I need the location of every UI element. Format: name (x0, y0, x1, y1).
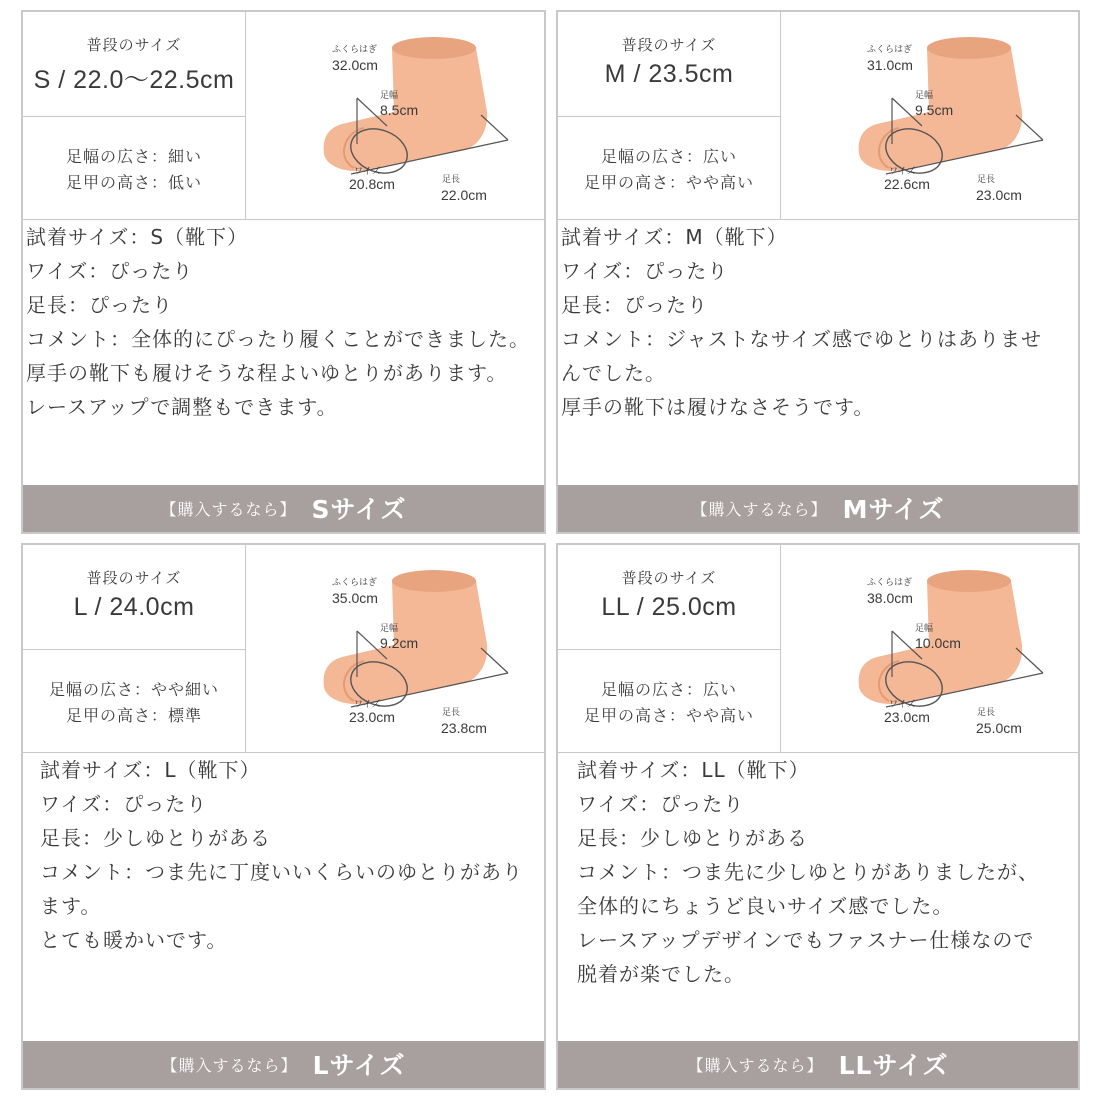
width-value: 23.0cm (349, 709, 395, 725)
comment-line: 厚手の靴下も履けそうな程よいゆとりがあります。 (26, 361, 508, 385)
usual-size-caption: 普段のサイズ (86, 569, 182, 587)
calf-value: 35.0cm (332, 590, 378, 606)
comment-line: 全体的にちょうど良いサイズ感でした。 (577, 894, 954, 918)
length-caption: 足長 (977, 707, 996, 717)
foot-instep-text: 足甲の高さ：やや高い (583, 173, 754, 192)
usual-size-value: S / 22.0〜22.5cm (33, 66, 235, 94)
usual-size-caption: 普段のサイズ (621, 36, 717, 54)
foot-shape-box (23, 116, 246, 219)
length-caption: 足長 (442, 174, 461, 184)
calf-caption: ふくらはぎ (867, 577, 913, 587)
comment-line: レースアップで調整もできます。 (26, 395, 338, 419)
buy-prefix: 【購入するなら】 (687, 1056, 824, 1075)
card-header (23, 12, 544, 220)
calf-caption: ふくらはぎ (867, 44, 913, 54)
buy-size: LLサイズ (838, 1051, 949, 1080)
review-card-1 (21, 10, 546, 534)
calf-value: 38.0cm (867, 590, 913, 606)
review-card-2 (556, 10, 1080, 534)
comment-line: 試着サイズ：S（靴下） (26, 225, 249, 249)
width-value: 23.0cm (884, 709, 930, 725)
foot-measurement-figure (246, 12, 543, 219)
comment-line: 試着サイズ：LL（靴下） (577, 758, 810, 782)
usual-size-box (558, 545, 781, 650)
buy-prefix: 【購入するなら】 (160, 500, 297, 519)
comment-line: 試着サイズ：M（靴下） (561, 225, 788, 249)
comment-line: コメント：ジャストなサイズ感でゆとりはありませ (561, 327, 1042, 351)
comment-line: レースアップデザインでもファスナー仕様なので (577, 928, 1035, 952)
usual-size-box (558, 12, 781, 117)
foot-measurement-figure (781, 12, 1078, 219)
buy-banner (558, 1041, 1078, 1088)
calf-top (927, 570, 1011, 592)
review-comment (561, 220, 1042, 424)
length-caption: 足長 (977, 174, 996, 184)
width-caption: ワイズ (889, 166, 916, 176)
width-caption: ワイズ (354, 166, 381, 176)
review-comment (577, 753, 1039, 991)
calf-top (392, 37, 476, 59)
instep-value: 10.0cm (915, 635, 961, 651)
foot-illustration (781, 545, 1078, 752)
length-value: 25.0cm (976, 720, 1022, 736)
width-caption: ワイズ (354, 699, 381, 709)
calf-value: 31.0cm (867, 57, 913, 73)
review-card-4 (556, 543, 1080, 1090)
instep-caption: 足幅 (915, 623, 934, 633)
comment-line: ワイズ：ぴったり (577, 792, 745, 816)
calf-top (927, 37, 1011, 59)
comment-line: コメント：全体的にぴったり履くことができました。 (26, 327, 530, 351)
foot-instep-text: 足甲の高さ：低い (65, 173, 202, 192)
width-caption: ワイズ (889, 699, 916, 709)
foot-width-text: 足幅の広さ：広い (600, 680, 737, 699)
card-header (23, 545, 544, 753)
buy-size: Sサイズ (311, 495, 407, 524)
comment-line: コメント：つま先に少しゆとりがありましたが、 (577, 860, 1039, 884)
foot-shape-box (558, 116, 781, 219)
comment-line: 足長：少しゆとりがある (40, 826, 271, 850)
foot-measurement-figure (781, 545, 1078, 752)
foot-width-text: 足幅の広さ：広い (600, 147, 737, 166)
calf-caption: ふくらはぎ (332, 577, 378, 587)
width-value: 22.6cm (884, 176, 930, 192)
usual-size-value: M / 23.5cm (604, 60, 734, 88)
foot-width-text: 足幅の広さ：やや細い (48, 680, 219, 699)
review-comment (40, 753, 523, 957)
instep-caption: 足幅 (915, 90, 934, 100)
buy-banner (558, 485, 1078, 532)
usual-size-caption: 普段のサイズ (621, 569, 717, 587)
usual-size-caption: 普段のサイズ (86, 36, 182, 54)
buy-prefix: 【購入するなら】 (161, 1056, 298, 1075)
buy-banner (23, 1041, 544, 1088)
calf-caption: ふくらはぎ (332, 44, 378, 54)
buy-banner (23, 485, 544, 532)
buy-prefix: 【購入するなら】 (691, 500, 828, 519)
comment-line: ワイズ：ぴったり (561, 259, 729, 283)
length-value: 23.0cm (976, 187, 1022, 203)
usual-size-box (23, 545, 246, 650)
comment-line: ます。 (40, 894, 102, 918)
length-caption: 足長 (442, 707, 461, 717)
foot-instep-text: 足甲の高さ：標準 (65, 706, 202, 725)
calf-top (392, 570, 476, 592)
foot-illustration (781, 12, 1078, 219)
comment-line: 試着サイズ：L（靴下） (40, 758, 261, 782)
review-comment (26, 220, 530, 424)
comment-line: 足長：少しゆとりがある (577, 826, 808, 850)
foot-illustration (246, 545, 543, 752)
comment-line: ワイズ：ぴったり (26, 259, 194, 283)
foot-shape-box (558, 649, 781, 752)
card-header (558, 12, 1078, 220)
comment-line: 厚手の靴下は履けなさそうです。 (561, 395, 875, 419)
instep-value: 9.2cm (380, 635, 419, 651)
comment-line: とても暖かいです。 (40, 928, 228, 952)
calf-value: 32.0cm (332, 57, 378, 73)
comment-line: ワイズ：ぴったり (40, 792, 208, 816)
foot-shape-box (23, 649, 246, 752)
buy-size: Mサイズ (842, 495, 945, 524)
foot-illustration (246, 12, 543, 219)
review-card-3 (21, 543, 546, 1090)
instep-caption: 足幅 (380, 90, 399, 100)
comment-line: 脱着が楽でした。 (577, 962, 745, 986)
width-value: 20.8cm (349, 176, 395, 192)
foot-width-text: 足幅の広さ：細い (65, 147, 202, 166)
comment-line: 足長：ぴったり (26, 293, 173, 317)
comment-line: コメント：つま先に丁度いいくらいのゆとりがあり (40, 860, 523, 884)
usual-size-value: LL / 25.0cm (601, 593, 737, 621)
usual-size-value: L / 24.0cm (73, 593, 195, 621)
buy-size: Lサイズ (312, 1051, 406, 1080)
comment-line: んでした。 (561, 361, 666, 385)
comment-line: 足長：ぴったり (561, 293, 708, 317)
usual-size-box (23, 12, 246, 117)
length-value: 22.0cm (441, 187, 487, 203)
foot-instep-text: 足甲の高さ：やや高い (583, 706, 754, 725)
card-header (558, 545, 1078, 753)
instep-value: 8.5cm (380, 102, 419, 118)
foot-measurement-figure (246, 545, 543, 752)
length-value: 23.8cm (441, 720, 487, 736)
instep-caption: 足幅 (380, 623, 399, 633)
instep-value: 9.5cm (915, 102, 954, 118)
